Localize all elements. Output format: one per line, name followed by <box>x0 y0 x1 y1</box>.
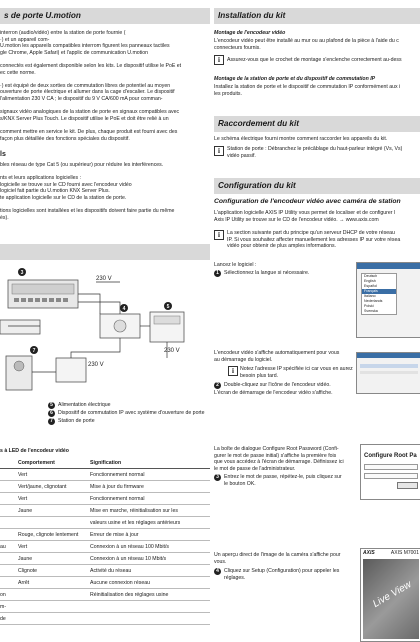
intro-line: façon plus détaillée des fonctions spéciales du dispositif. <box>0 135 130 142</box>
led-col-meaning: Signification <box>90 460 122 466</box>
led-name: on <box>0 592 6 598</box>
language-menu-item[interactable]: Español <box>364 284 377 288</box>
step1: Sélectionnez la langue si nécessaire. <box>224 270 310 276</box>
auto-note-a: Notez l'adresse IP spécifiée ici car vous en aurez <box>240 366 353 372</box>
led-behavior: Clignote <box>18 568 38 574</box>
device-row[interactable] <box>360 364 418 368</box>
callout-3 <box>18 268 26 276</box>
callout-4 <box>120 304 128 312</box>
language-menu-item[interactable]: Deutsch <box>364 274 378 278</box>
password-field[interactable] <box>364 464 418 470</box>
install-p1-b: connecteurs fournis. <box>214 44 261 51</box>
requirement-line: logiciel fait partie du U.motion KNX Server Plus. <box>0 188 110 195</box>
led-name: de <box>0 616 6 622</box>
led-behavior: Vert <box>18 472 28 478</box>
ip-switching-device <box>150 312 184 342</box>
dialog-p-a: La boîte de dialogue Configure Root Password (Confi- <box>214 446 339 452</box>
voltage-label: 230 V <box>88 362 104 368</box>
requirement-line: nts et leurs applications logicielles : <box>0 175 82 182</box>
install-p2-a: Installez la station de porte et le dispositif de commutation IP conformément aux i <box>214 84 401 90</box>
step4-a: Cliquez sur Setup (Configuration) pour appeler les <box>224 568 340 574</box>
led-meaning: Erreur de mise à jour <box>90 532 139 538</box>
step-number-1: 1 <box>214 270 221 277</box>
info-icon: i <box>214 230 224 240</box>
window-titlebar <box>357 263 420 269</box>
section-header-left: s de porte U.motion <box>0 8 210 24</box>
led-meaning: Réinitialisation des réglages usine <box>90 592 169 598</box>
connect-p: Le schéma électrique fourni montre comment raccorder les appareils du kit. <box>214 136 388 142</box>
intro-line: s/KNX Server Plus Touch. Le dispositif utilise le PoE et doit être relié à un <box>0 115 169 122</box>
diagram-header-band <box>0 244 210 260</box>
table-row-rule <box>0 612 210 613</box>
legend-item <box>48 418 95 425</box>
led-meaning: Mise en marche, réinitialisation sur les <box>90 508 178 514</box>
info-icon: i <box>214 146 224 156</box>
led-behavior: Vert <box>18 544 28 550</box>
ok-button[interactable] <box>397 482 418 489</box>
preview-p-b: vous. <box>214 558 227 565</box>
led-behavior: Vert <box>18 496 28 502</box>
led-behavior: Arrêt <box>18 580 30 586</box>
led-meaning: Fonctionnement normal <box>90 472 145 478</box>
info-icon: i <box>214 55 224 65</box>
camera-image <box>363 559 419 639</box>
install-sub1: Montage de l'encodeur vidéo <box>214 30 286 36</box>
language-menu-item[interactable]: Français <box>362 289 396 294</box>
language-menu-screenshot <box>356 262 420 338</box>
table-row-rule <box>0 624 210 625</box>
callout-number: 7 <box>32 348 36 354</box>
led-behavior: Jaune <box>18 556 33 562</box>
legend-text: Dispositif de commutation IP avec système d'ouverture de porte <box>58 410 205 416</box>
intro-line: connectés est également disponible selon les kits. Le dispositif utilise le PoE et <box>0 63 182 69</box>
config-title: Configuration de l'encodeur vidéo avec caméra de station <box>214 198 401 205</box>
led-meaning: Mise à jour du firmware <box>90 484 144 490</box>
legend-number: 6 <box>48 410 55 417</box>
legend-item <box>48 410 205 417</box>
config-p-b: Axis IP Utility se trouve sur le CD de l'encodeur vidéo. → www.axis.com <box>214 216 379 223</box>
led-behavior: Rouge, clignote lentement <box>18 532 79 538</box>
intro-line: ouverture de porte électrique et allumer dans la cage d'escalier. Le dispositif <box>0 89 175 96</box>
callout-5 <box>164 302 172 310</box>
connect-header: Raccordement du kit <box>214 116 420 132</box>
step4-b: réglages. <box>224 574 246 581</box>
router-device <box>0 320 40 334</box>
led-behavior: Jaune <box>18 508 33 514</box>
led-meaning: Connexion à un réseau 100 Mbit/s <box>90 544 170 550</box>
step3-b: le bouton OK. <box>224 480 256 487</box>
legend-number: 7 <box>48 418 55 425</box>
table-row-rule <box>0 516 210 517</box>
dialog-p-c: que vous accédez à l'écran de démarrage. Définissez ici <box>214 459 344 465</box>
table-row-rule <box>0 528 210 529</box>
root-password-dialog <box>360 444 420 500</box>
requirement-line: tions logicielles sont installées et les dispositifs doivent faire partie du même <box>0 208 175 215</box>
axis-model: AXIS M7001 <box>390 550 419 556</box>
led-col-behavior: Comportement <box>18 460 55 466</box>
led-meaning: Connexion à un réseau 10 Mbit/s <box>90 556 167 562</box>
language-menu-item[interactable]: English <box>364 279 376 283</box>
step3-a: Entrez le mot de passe, répétez-le, puis cliquez sur <box>224 474 342 480</box>
callout-7 <box>30 346 38 354</box>
requirements-title: ls <box>0 151 6 158</box>
password-confirm-field[interactable] <box>364 473 418 479</box>
requirement-line: ès). <box>0 214 9 221</box>
led-table-title: s à LED de l'encodeur vidéo <box>0 448 69 454</box>
intro-line: comment mettre en service le kit. De plus, chaque produit est fourni avec des <box>0 129 178 135</box>
legend-text: Station de porte <box>58 418 95 424</box>
requirement-line: bles réseau de type Cat 5 (ou supérieur) pour réduire les interférences. <box>0 162 164 168</box>
led-meaning: Aucune connexion réseau <box>90 580 150 586</box>
legend-text: Alimentation électrique <box>58 402 111 408</box>
intro-line: l'alimentation 230 V CA ; le dispositif du 9 V CA/600 mA pour comman- <box>0 96 163 102</box>
door-station <box>6 356 32 390</box>
intro-line: interron (audio/vidéo) entre la station de porte fournie ( <box>0 30 126 36</box>
table-row-rule <box>0 504 210 505</box>
dialog-p-d: le mot de passe de l'administrateur. <box>214 465 296 472</box>
config-note-a: La section suivante part du principe qu'un serveur DHCP de votre réseau <box>227 230 395 236</box>
table-row-rule <box>0 552 210 553</box>
step2: Double-cliquez sur l'icône de l'encodeur vidéo. <box>224 382 331 388</box>
led-meaning: valeurs usine et les réglages antérieurs <box>90 520 181 526</box>
install-p1-a: L'encodeur vidéo peut être installé au mur ou au plafond de la pièce à l'aide du c <box>214 38 399 44</box>
live-view-screenshot <box>360 548 420 642</box>
led-meaning: Activité du réseau <box>90 568 132 574</box>
config-note-c: vidéo pour obtenir de plus amples informations. <box>227 243 336 249</box>
table-rule <box>0 468 210 469</box>
table-row-rule <box>0 480 210 481</box>
power-supply <box>56 358 86 382</box>
connect-note-a: Station de porte : Débranchez le précâblage du haut-parleur intégré (Vs, Vs) <box>227 146 403 152</box>
table-row-rule <box>0 600 210 601</box>
table-row-rule <box>0 588 210 589</box>
network-switch <box>8 280 78 308</box>
video-encoder <box>100 314 140 338</box>
table-row-rule <box>0 576 210 577</box>
connect-note-b: vidéo passif. <box>227 152 256 159</box>
step-number-4: 4 <box>214 568 221 575</box>
language-menu-item[interactable]: Svenska <box>364 309 378 313</box>
language-menu-item[interactable]: Italiano <box>364 294 376 298</box>
intro-line: ec cette norme. <box>0 69 36 76</box>
callout-number: 5 <box>166 304 170 310</box>
legend-number: 5 <box>48 402 55 409</box>
info-icon: i <box>228 366 238 376</box>
step-number-2: 2 <box>214 382 221 389</box>
step2b: L'écran de démarrage de l'encodeur vidéo s'affiche. <box>214 390 333 396</box>
axis-logo: AXIS <box>363 550 375 556</box>
voltage-label: 230 V <box>164 348 180 354</box>
step-number-3: 3 <box>214 474 221 481</box>
auto-p-a: L'encodeur vidéo s'affiche automatiquement pour vous <box>214 350 340 356</box>
ip-utility-screenshot <box>356 352 420 394</box>
config-p-a: L'application logicielle AXIS IP Utility vous permet de localiser et de configurer l <box>214 210 396 216</box>
table-row-rule <box>0 492 210 493</box>
config-header: Configuration du kit <box>214 178 420 194</box>
auto-p-b: au démarrage du logiciel. <box>214 356 273 363</box>
intro-line: ·) et un appareil com- <box>0 36 50 43</box>
callout-number: 3 <box>20 270 24 276</box>
language-menu-item[interactable]: Polski <box>364 304 374 308</box>
live-view-label: Live View <box>371 579 414 610</box>
install-header: Installation du kit <box>214 8 420 24</box>
dialog-title: Configure Root Pa <box>364 453 417 459</box>
led-name: m- <box>0 604 7 610</box>
requirement-line: logicielle se trouve sur le CD fourni avec l'encodeur vidéo <box>0 181 132 188</box>
install-p2-b: les produits. <box>214 90 242 97</box>
voltage-label: 230 V <box>96 276 112 282</box>
install-note1: Assurez-vous que le crochet de montage s'enclenche correctement au-dess <box>227 57 402 63</box>
auto-note-b: besoin plus tard. <box>240 372 279 379</box>
install-sub2: Montage de la station de porte et du dispositif de commutation IP <box>214 76 376 82</box>
led-meaning: Fonctionnement normal <box>90 496 145 502</box>
language-menu-item[interactable]: Nederlands <box>364 299 383 303</box>
led-behavior: Vert/jaune, clignotant <box>18 484 67 490</box>
wiring-diagram <box>0 262 210 392</box>
led-name: au <box>0 544 6 550</box>
table-row-rule <box>0 564 210 565</box>
intro-line: U.motion les appareils compatibles interrom figurent les panneaux tactiles <box>0 43 170 50</box>
config-note-b: IP. Si vous souhaitez affecter manuellement les adresses IP sur votre résea <box>227 236 401 243</box>
language-menu <box>361 273 397 315</box>
legend-item <box>48 402 110 409</box>
intro-line: signaux vidéo analogiques de la station de porte en signaux compatibles avec <box>0 109 180 116</box>
dialog-p-b: gurer le mot de passe initial) s'affiche la première fois <box>214 452 337 459</box>
preview-p-a: Un aperçu direct de l'image de la caméra s'affiche pour <box>214 552 341 558</box>
requirement-line: te application logicielle sur le CD de la station de porte. <box>0 195 127 201</box>
intro-line: gle Chrome, Apple Safari) et l'applic de communication U.motion <box>0 49 149 56</box>
callout-number: 4 <box>122 306 126 312</box>
step-launch: Lancez le logiciel : <box>214 262 257 268</box>
intro-line: ·) est équipé de deux sorties de commutation libres de potentiel au moyen <box>0 82 171 89</box>
table-row-rule <box>0 540 210 541</box>
